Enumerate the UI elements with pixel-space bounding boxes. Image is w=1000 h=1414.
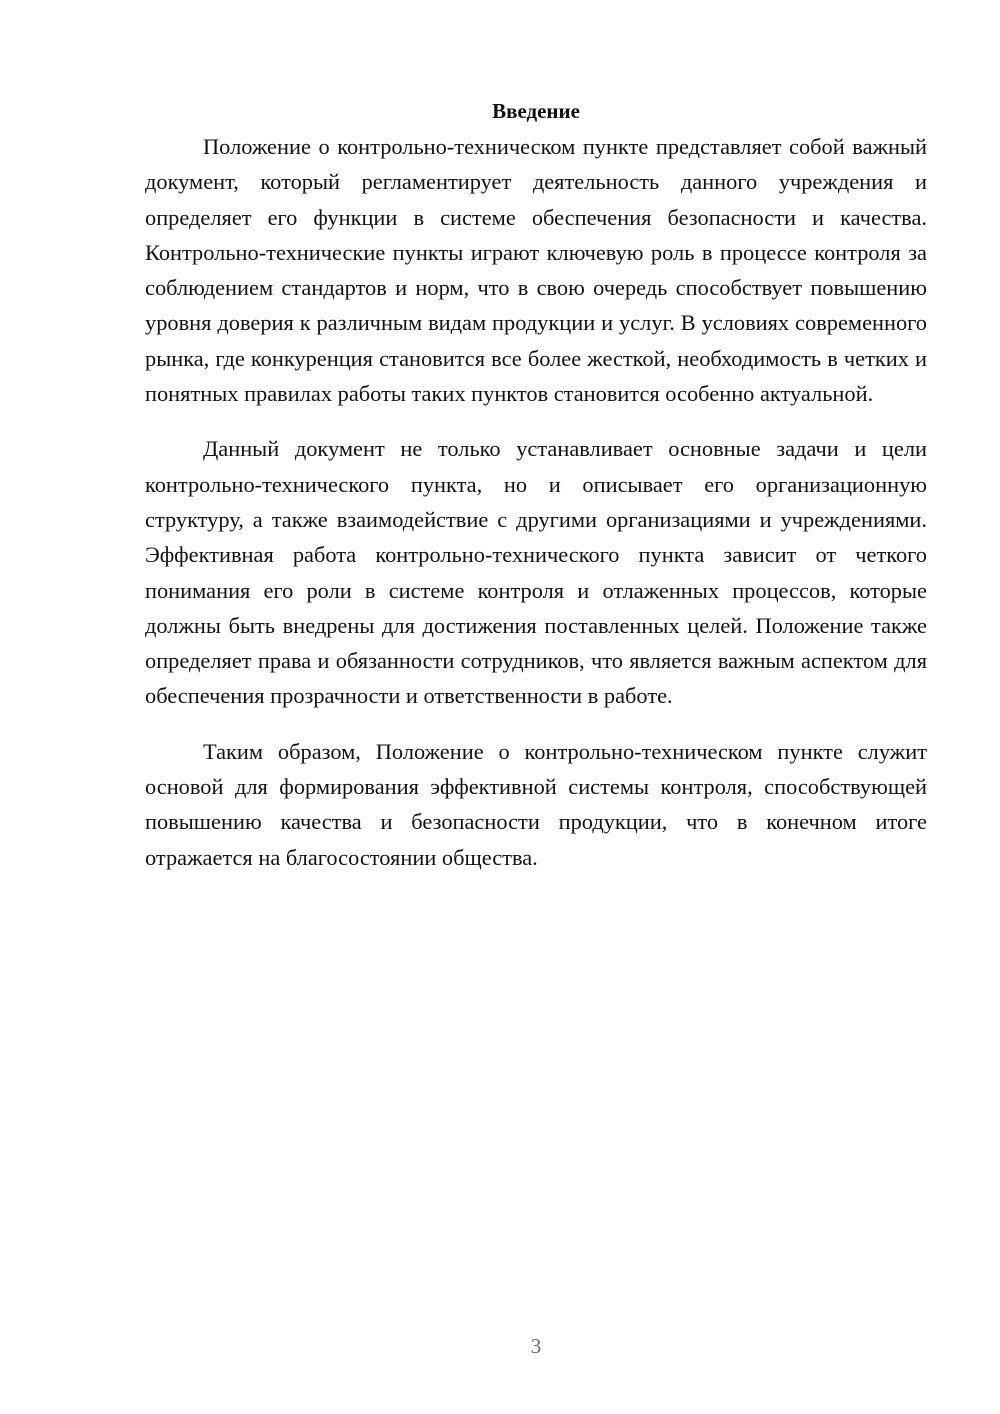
section-heading: Введение [492, 99, 580, 123]
paragraph-2: Данный документ не только устанавливает основные задачи и цели контрольно-технического пункта, но и описывает его организационную структуру, а также взаимодействие с другими организациями и учреждениями. Эффективная работа контрольно-технического пункта зависит от четкого понимания его роли в системе контроля и отлаженных процессов, которые должны быть внедрены для достижения поставленных целей. Положение также определяет права и обязанности сотрудников, что является важным аспектом для обеспечения прозрачности и ответственности в работе. [145, 436, 927, 709]
paragraph-3: Таким образом, Положение о контрольно-техническом пункте служит основой для формирования эффективной системы контроля, способствующей повышению качества и безопасности продукции, что в конечном итоге отражается на благосостоянии общества. [145, 738, 927, 870]
paragraph-1: Положение о контрольно-техническом пункте представляет собой важный документ, который регламентирует деятельность данного учреждения и определяет его функции в системе обеспечения безопасности и качества. Контрольно-технические пункты играют ключевую роль в процессе контроля за соблюдением стандартов и норм, что в свою очередь способствует повышению уровня доверия к различным видам продукции и услуг. В условиях современного рынка, где конкуренция становится все более жесткой, необходимость в четких и понятных правилах работы таких пунктов становится особенно актуальной. [145, 134, 927, 407]
page-number: 3 [530, 1334, 542, 1358]
document-page [145, 95, 927, 875]
